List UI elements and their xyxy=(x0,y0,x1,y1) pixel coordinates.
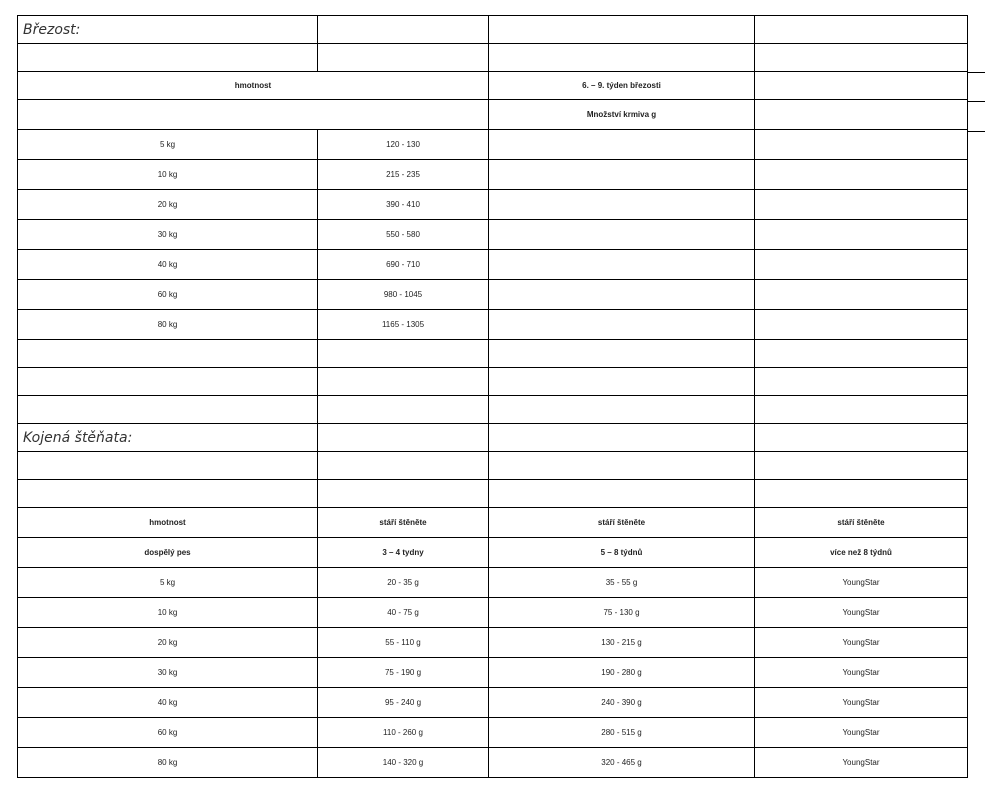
puppies-subheader: více než 8 týdnů xyxy=(755,538,968,568)
age-8plus-cell: YoungStar xyxy=(755,688,968,718)
empty-cell xyxy=(489,310,755,340)
table-row xyxy=(18,310,968,340)
table-row xyxy=(18,568,968,598)
empty-cell xyxy=(755,368,968,396)
age-3-4-cell: 40 - 75 g xyxy=(318,598,489,628)
empty-cell xyxy=(755,190,968,220)
table-row xyxy=(18,658,968,688)
empty-cell xyxy=(489,160,755,190)
age-3-4-cell: 95 - 240 g xyxy=(318,688,489,718)
puppies-header: hmotnost xyxy=(18,508,318,538)
puppies-header: stáří štěněte xyxy=(755,508,968,538)
age-3-4-cell: 20 - 35 g xyxy=(318,568,489,598)
empty-cell xyxy=(755,310,968,340)
puppies-title: Kojená štěňata: xyxy=(18,424,318,452)
empty-cell xyxy=(755,280,968,310)
empty-row xyxy=(18,396,968,424)
empty-cell xyxy=(318,368,489,396)
age-3-4-cell: 75 - 190 g xyxy=(318,658,489,688)
empty-cell xyxy=(755,480,968,508)
age-5-8-cell: 35 - 55 g xyxy=(489,568,755,598)
empty-cell xyxy=(489,452,755,480)
empty-cell xyxy=(489,368,755,396)
amount-cell: 120 - 130 xyxy=(318,130,489,160)
amount-cell: 390 - 410 xyxy=(318,190,489,220)
empty-cell xyxy=(489,220,755,250)
table-edge-line xyxy=(967,72,985,73)
amount-cell: 1165 - 1305 xyxy=(318,310,489,340)
weight-cell: 30 kg xyxy=(18,658,318,688)
weight-cell: 10 kg xyxy=(18,598,318,628)
empty-cell xyxy=(489,16,755,44)
empty-row xyxy=(18,452,968,480)
empty-cell xyxy=(755,130,968,160)
puppies-header: stáří štěněte xyxy=(318,508,489,538)
table-row xyxy=(18,280,968,310)
weight-cell: 60 kg xyxy=(18,718,318,748)
empty-cell xyxy=(318,452,489,480)
empty-row xyxy=(18,44,968,72)
amount-cell: 690 - 710 xyxy=(318,250,489,280)
age-5-8-cell: 240 - 390 g xyxy=(489,688,755,718)
weight-cell: 30 kg xyxy=(18,220,318,250)
puppies-subheader: 3 – 4 tydny xyxy=(318,538,489,568)
age-3-4-cell: 140 - 320 g xyxy=(318,748,489,778)
pregnancy-col-weight: hmotnost xyxy=(18,72,489,100)
empty-cell xyxy=(318,340,489,368)
table-row xyxy=(18,598,968,628)
weight-cell: 60 kg xyxy=(18,280,318,310)
empty-cell xyxy=(489,250,755,280)
empty-cell xyxy=(755,452,968,480)
empty-cell xyxy=(489,424,755,452)
weight-cell: 20 kg xyxy=(18,190,318,220)
age-8plus-cell: YoungStar xyxy=(755,718,968,748)
age-5-8-cell: 130 - 215 g xyxy=(489,628,755,658)
puppies-subheader: 5 – 8 týdnů xyxy=(489,538,755,568)
empty-cell xyxy=(318,16,489,44)
empty-cell xyxy=(755,160,968,190)
age-8plus-cell: YoungStar xyxy=(755,658,968,688)
empty-cell xyxy=(489,340,755,368)
amount-cell: 980 - 1045 xyxy=(318,280,489,310)
empty-cell xyxy=(489,280,755,310)
empty-cell xyxy=(489,480,755,508)
age-3-4-cell: 110 - 260 g xyxy=(318,718,489,748)
weight-cell: 40 kg xyxy=(18,688,318,718)
empty-cell xyxy=(755,424,968,452)
table-edge-line xyxy=(967,101,985,102)
table-row xyxy=(18,220,968,250)
table-row xyxy=(18,718,968,748)
age-5-8-cell: 75 - 130 g xyxy=(489,598,755,628)
weight-cell: 5 kg xyxy=(18,568,318,598)
age-5-8-cell: 280 - 515 g xyxy=(489,718,755,748)
age-3-4-cell: 55 - 110 g xyxy=(318,628,489,658)
weight-cell: 80 kg xyxy=(18,748,318,778)
section-row-pregnancy xyxy=(18,16,968,44)
age-8plus-cell: YoungStar xyxy=(755,628,968,658)
table-edge-line xyxy=(967,131,985,132)
empty-cell xyxy=(18,340,318,368)
puppies-subheader: dospělý pes xyxy=(18,538,318,568)
age-8plus-cell: YoungStar xyxy=(755,568,968,598)
empty-cell xyxy=(318,480,489,508)
empty-cell xyxy=(755,250,968,280)
empty-cell xyxy=(489,130,755,160)
pregnancy-title: Březost: xyxy=(18,16,318,44)
puppies-header-row xyxy=(18,508,968,538)
amount-cell: 215 - 235 xyxy=(318,160,489,190)
empty-cell xyxy=(755,16,968,44)
empty-cell xyxy=(318,424,489,452)
table-row xyxy=(18,748,968,778)
table-row xyxy=(18,130,968,160)
weight-cell: 80 kg xyxy=(18,310,318,340)
pregnancy-col-week: 6. – 9. týden březosti xyxy=(489,72,755,100)
empty-cell xyxy=(755,340,968,368)
table-row xyxy=(18,160,968,190)
empty-cell xyxy=(18,368,318,396)
empty-cell xyxy=(489,396,755,424)
pregnancy-header-row xyxy=(18,72,968,100)
feeding-table xyxy=(17,15,968,778)
empty-cell xyxy=(18,480,318,508)
age-8plus-cell: YoungStar xyxy=(755,748,968,778)
pregnancy-col-amount: Množství krmiva g xyxy=(489,100,755,130)
weight-cell: 10 kg xyxy=(18,160,318,190)
age-5-8-cell: 320 - 465 g xyxy=(489,748,755,778)
weight-cell: 40 kg xyxy=(18,250,318,280)
empty-cell xyxy=(755,220,968,250)
section-row-puppies xyxy=(18,424,968,452)
age-8plus-cell: YoungStar xyxy=(755,598,968,628)
amount-cell: 550 - 580 xyxy=(318,220,489,250)
table-row xyxy=(18,190,968,220)
table-row xyxy=(18,628,968,658)
empty-cell xyxy=(18,452,318,480)
puppies-header: stáří štěněte xyxy=(489,508,755,538)
table-row xyxy=(18,688,968,718)
age-5-8-cell: 190 - 280 g xyxy=(489,658,755,688)
table-row xyxy=(18,250,968,280)
empty-cell xyxy=(489,190,755,220)
empty-cell xyxy=(755,396,968,424)
empty-cell xyxy=(318,396,489,424)
feeding-sheet xyxy=(17,15,968,778)
empty-row xyxy=(18,368,968,396)
weight-cell: 20 kg xyxy=(18,628,318,658)
puppies-subheader-row xyxy=(18,538,968,568)
weight-cell: 5 kg xyxy=(18,130,318,160)
empty-row xyxy=(18,480,968,508)
empty-row xyxy=(18,340,968,368)
empty-cell xyxy=(18,396,318,424)
pregnancy-subheader-row xyxy=(18,100,968,130)
